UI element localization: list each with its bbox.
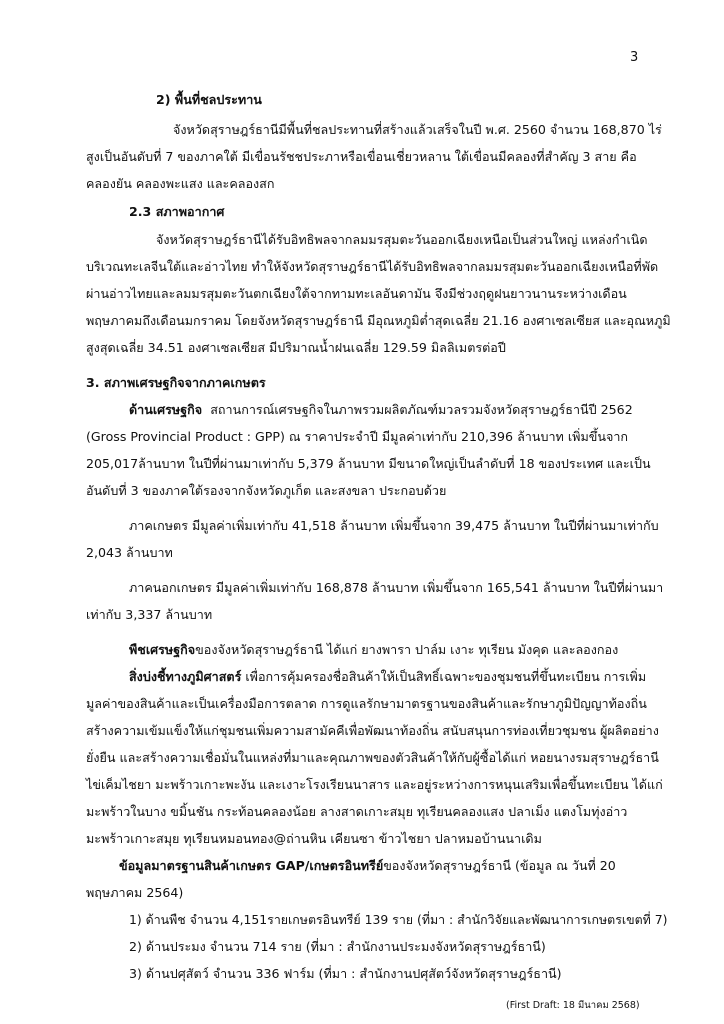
gi-text: เพื่อการคุ้มครองชื่อสินค้าให้เป็นสิทธิ์เฉพาะของชุมชนที่ขึ้นทะเบียน การเพิ่ม: [241, 669, 647, 684]
crops-text: ของจังหวัดสุราษฎร์ธานี ได้แก่ ยางพารา ปาล์ม เงาะ ทุเรียน มังคุด และลองกอง: [195, 642, 619, 657]
list-item: 3) ด้านปศุสัตว์ จำนวน 336 ฟาร์ม (ที่มา : สำนักงานปศุสัตว์จังหวัดสุราษฎร์ธานี): [129, 966, 562, 981]
crops-line: [129, 641, 618, 659]
text-line: คลองยัน คลองพะแสง และคลองสก: [86, 176, 275, 191]
text-line: 205,017ล้านบาท ในปีที่ผ่านมาเท่ากับ 5,379 ล้านบาท มีขนาดใหญ่เป็นลำดับที่ 18 ของประเทศ และเป็น: [86, 456, 651, 471]
text-line: มะพร้าวเกาะสมุย ทุเรียนหมอนทอง@ถ่านหิน เคียนซา ข้าวไชยา ปลาหมอบ้านนาเดิม: [86, 831, 542, 846]
econ-label: ด้านเศรษฐกิจ: [129, 402, 203, 417]
text-line: (Gross Provincial Product : GPP) ณ ราคาประจำปี มีมูลค่าเท่ากับ 210,396 ล้านบาท เพิ่มขึ้นจาก: [86, 429, 629, 444]
text-line: ภาคเกษตร มีมูลค่าเพิ่มเท่ากับ 41,518 ล้านบาท เพิ่มขึ้นจาก 39,475 ล้านบาท ในปีที่ผ่านมาเท่ากับ: [129, 518, 659, 533]
text-line: 2,043 ล้านบาท: [86, 545, 173, 560]
text-line: ไข่เค็มไชยา มะพร้าวเกาะพะงัน และเงาะโรงเรียนนาสาร และอยู่ระหว่างการหนุนเสริมเพื่อขึ้นทะเบียน ได้แก่: [86, 777, 663, 792]
text-line: มูลค่าของสินค้าและเป็นเครื่องมือการตลาด การดูแลรักษามาตรฐานของสินค้าและรักษาภูมิปัญญาท้องถิ่น: [86, 696, 647, 711]
section23-heading: 2.3 สภาพอากาศ: [129, 204, 225, 219]
text-line: ผ่านอ่าวไทยและลมมรสุมตะวันตกเฉียงใต้จากทามทะเลอันดามัน จึงมีช่วงฤดูฝนยาวนานระหว่างเดือน: [86, 286, 627, 301]
econ-paragraph-first-line: [129, 401, 633, 419]
text-line: ภาคนอกเกษตร มีมูลค่าเพิ่มเท่ากับ 168,878 ล้านบาท เพิ่มขึ้นจาก 165,541 ล้านบาท ในปีที่ผ่านมา: [129, 580, 664, 595]
text-line: พฤษภาคม 2564): [86, 885, 184, 900]
text-line: จังหวัดสุราษฎร์ธานีได้รับอิทธิพลจากลมมรสุมตะวันออกเฉียงเหนือเป็นส่วนใหญ่ แหล่งกำเนิด: [156, 232, 648, 247]
list-item: 1) ด้านพืช จำนวน 4,151รายเกษตรอินทรีย์ 139 ราย (ที่มา : สำนักวิจัยและพัฒนาการเกษตรเขตที่ 7): [129, 912, 668, 927]
text-line: พฤษภาคมถึงเดือนมกราคม โดยจังหวัดสุราษฎร์ธานี มีอุณหภูมิต่ำสุดเฉลี่ย 21.16 องศาเซลเซียส และอุณหภูมิ: [86, 313, 671, 328]
text-line: บริเวณทะเลจีนใต้และอ่าวไทย ทำให้จังหวัดสุราษฎร์ธานีได้รับอิทธิพลจากลมมรสุมตะวันออกเฉียงเหนือที่พัด: [86, 259, 659, 274]
gi-first-line: [129, 668, 646, 686]
gap-text: ของจังหวัดสุราษฎร์ธานี (ข้อมูล ณ วันที่ 20: [383, 858, 616, 873]
gap-label: ข้อมูลมาตรฐานสินค้าเกษตร GAP/เกษตรอินทรีย์: [119, 858, 384, 873]
crops-label: พืชเศรษฐกิจ: [129, 642, 196, 657]
text-line: สูงเป็นอันดับที่ 7 ของภาคใต้ มีเขื่อนรัชชประภาหรือเขื่อนเชี่ยวหลาน ใต้เขื่อนมีคลองที่สำคัญ 3 สาย คือ: [86, 149, 637, 164]
gi-label: สิ่งบ่งชี้ทางภูมิศาสตร์: [129, 669, 242, 684]
gap-first-line: [119, 857, 616, 875]
footer-draft-note: (First Draft: 18 มีนาคม 2568): [506, 1000, 640, 1011]
text-line: จังหวัดสุราษฎร์ธานีมีพื้นที่ชลประทานที่สร้างแล้วเสร็จในปี พ.ศ. 2560 จำนวน 168,870 ไร่: [173, 122, 662, 137]
text-line: อันดับที่ 3 ของภาคใต้รองจากจังหวัดภูเก็ต และสงขลา ประกอบด้วย: [86, 483, 447, 498]
text-line: ยั่งยืน และสร้างความเชื่อมั่นในแหล่งที่มาและคุณภาพของตัวสินค้าให้กับผู้ซื้อได้แก่ หอยนางรมสุราษฎร์ธานี: [86, 750, 659, 765]
text-line: มะพร้าวในบาง ขมิ้นชัน กระท้อนคลองน้อย ลางสาดเกาะสมุย ทุเรียนคลองแสง ปลาเม็ง แตงโมทุ่งอ่าว: [86, 804, 628, 819]
text-line: สูงสุดเฉลี่ย 34.51 องศาเซลเซียส มีปริมาณน้ำฝนเฉลี่ย 129.59 มิลลิเมตรต่อปี: [86, 340, 506, 355]
section2-heading: 2) พื้นที่ชลประทาน: [156, 92, 262, 107]
econ-text: สถานการณ์เศรษฐกิจในภาพรวมผลิตภัณฑ์มวลรวมจังหวัดสุราษฎร์ธานีปี 2562: [210, 402, 633, 417]
section3-heading: 3. สภาพเศรษฐกิจจากภาคเกษตร: [86, 375, 266, 390]
text-line: เท่ากับ 3,337 ล้านบาท: [86, 607, 213, 622]
page-number: 3: [630, 50, 639, 65]
list-item: 2) ด้านประมง จำนวน 714 ราย (ที่มา : สำนักงานประมงจังหวัดสุราษฎร์ธานี): [129, 939, 546, 954]
text-line: สร้างความเข้มแข็งให้แก่ชุมชนเพิ่มความสามัคคีเพื่อพัฒนาท้องถิ่น สนับสนุนการท่องเที่ยวชุมชน ผู้ผลิตอย่าง: [86, 723, 659, 738]
